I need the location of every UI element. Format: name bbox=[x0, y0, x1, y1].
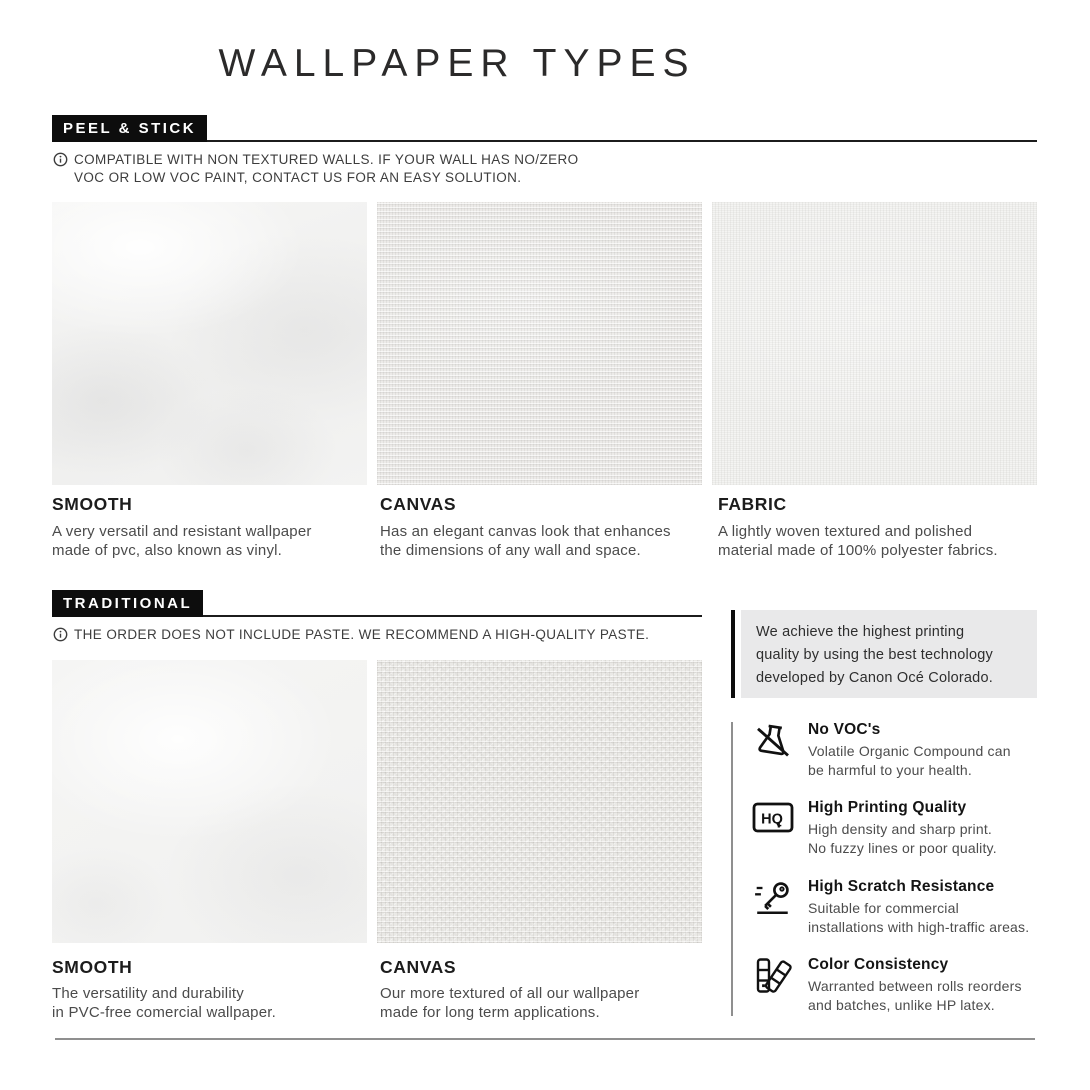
texture-sample-traditional-canvas bbox=[377, 660, 702, 943]
section-badge-peel-stick: PEEL & STICK bbox=[52, 115, 207, 142]
feature-title: High Printing Quality bbox=[808, 799, 967, 816]
feature-desc bbox=[808, 820, 997, 857]
card-desc-peel-fabric bbox=[718, 522, 998, 560]
peel-stick-note bbox=[53, 151, 579, 186]
texture-sample-peel-smooth bbox=[52, 202, 367, 485]
texture-sample-peel-canvas bbox=[377, 202, 702, 485]
color-swatch-fan-icon bbox=[752, 956, 794, 996]
feature-desc bbox=[808, 742, 1011, 779]
desc-line: the dimensions of any wall and space. bbox=[380, 542, 641, 559]
texture-sample-traditional-smooth bbox=[52, 660, 367, 943]
bottom-divider-line bbox=[55, 1038, 1035, 1040]
card-desc-peel-smooth bbox=[52, 522, 312, 560]
feature-high-scratch-resistance bbox=[752, 878, 1052, 936]
feature-color-consistency bbox=[752, 956, 1052, 1014]
features-rail-line bbox=[731, 722, 733, 1016]
desc-line: Warranted between rolls reorders bbox=[808, 978, 1022, 994]
scratch-key-icon bbox=[752, 878, 794, 918]
card-title-traditional-canvas: CANVAS bbox=[380, 957, 457, 977]
feature-no-vocs bbox=[752, 721, 1052, 779]
info-icon bbox=[53, 152, 68, 186]
statement-line: quality by using the best technology bbox=[756, 647, 993, 663]
desc-line: Has an elegant canvas look that enhances bbox=[380, 523, 671, 540]
desc-line: Volatile Organic Compound can bbox=[808, 743, 1011, 759]
desc-line: Suitable for commercial bbox=[808, 900, 959, 916]
hq-badge-icon bbox=[752, 799, 794, 835]
desc-line: High density and sharp print. bbox=[808, 821, 993, 837]
page-title: WALLPAPER TYPES bbox=[218, 42, 696, 85]
desc-line: A lightly woven textured and polished bbox=[718, 523, 973, 540]
feature-high-printing-quality bbox=[752, 799, 1052, 857]
card-desc-traditional-canvas bbox=[380, 984, 639, 1022]
card-title-peel-smooth: SMOOTH bbox=[52, 494, 133, 514]
desc-line: made of pvc, also known as vinyl. bbox=[52, 542, 283, 559]
statement-line: developed by Canon Océ Colorado. bbox=[756, 670, 993, 686]
desc-line: installations with high-traffic areas. bbox=[808, 918, 1030, 935]
feature-desc bbox=[808, 899, 1029, 936]
card-title-traditional-smooth: SMOOTH bbox=[52, 957, 133, 977]
feature-text bbox=[808, 956, 1022, 1014]
feature-text bbox=[808, 878, 1029, 936]
desc-line: in PVC-free comercial wallpaper. bbox=[52, 1004, 276, 1021]
info-icon bbox=[53, 627, 68, 647]
card-title-peel-fabric: FABRIC bbox=[718, 494, 787, 514]
desc-line: A very versatil and resistant wallpaper bbox=[52, 523, 312, 540]
desc-line: The versatility and durability bbox=[52, 985, 244, 1002]
no-vocs-flask-icon bbox=[752, 721, 794, 761]
desc-line: and batches, unlike HP latex. bbox=[808, 996, 995, 1013]
traditional-note bbox=[53, 626, 649, 647]
quote-accent-bar bbox=[731, 610, 735, 698]
card-title-peel-canvas: CANVAS bbox=[380, 494, 457, 514]
statement-line: We achieve the highest printing bbox=[756, 624, 965, 640]
card-desc-peel-canvas bbox=[380, 522, 671, 560]
texture-sample-peel-fabric bbox=[712, 202, 1037, 485]
note-line: COMPATIBLE WITH NON TEXTURED WALLS. IF YOUR WALL HAS NO/ZERO bbox=[74, 152, 579, 167]
feature-title: High Scratch Resistance bbox=[808, 878, 995, 895]
desc-line: No fuzzy lines or poor quality. bbox=[808, 839, 997, 856]
desc-line: made for long term applications. bbox=[380, 1004, 600, 1021]
traditional-note-text: THE ORDER DOES NOT INCLUDE PASTE. WE RECOMMEND A HIGH-QUALITY PASTE. bbox=[74, 627, 650, 642]
desc-line: material made of 100% polyester fabrics. bbox=[718, 542, 998, 559]
feature-text bbox=[808, 799, 997, 857]
card-desc-traditional-smooth bbox=[52, 984, 276, 1022]
feature-title: Color Consistency bbox=[808, 956, 949, 973]
feature-text bbox=[808, 721, 1011, 779]
section-badge-traditional: TRADITIONAL bbox=[52, 590, 203, 617]
feature-desc bbox=[808, 977, 1022, 1014]
note-line: VOC OR LOW VOC PAINT, CONTACT US FOR AN EASY SOLUTION. bbox=[74, 169, 522, 185]
hq-label: HQ bbox=[761, 811, 783, 828]
feature-title: No VOC's bbox=[808, 721, 881, 738]
desc-line: be harmful to your health. bbox=[808, 761, 972, 778]
desc-line: Our more textured of all our wallpaper bbox=[380, 985, 640, 1002]
printing-quality-statement bbox=[741, 610, 1037, 698]
peel-stick-note-text bbox=[74, 151, 579, 186]
